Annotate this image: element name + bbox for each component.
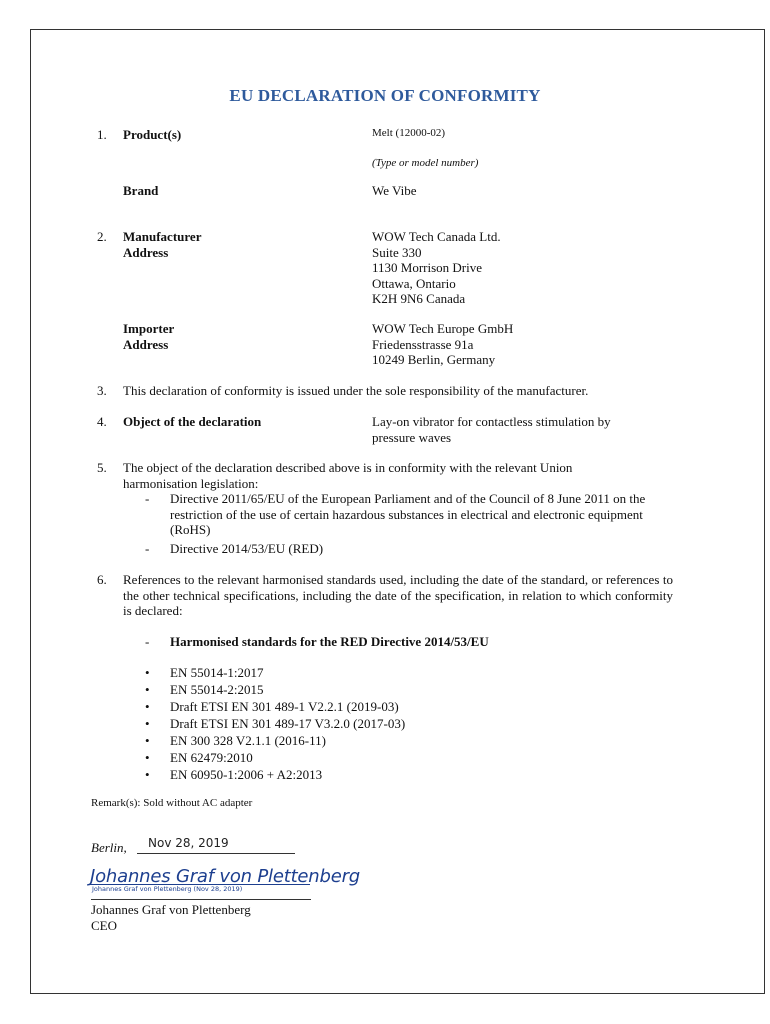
- item-number-4: 4.: [97, 414, 107, 429]
- item-number-3: 3.: [97, 383, 107, 398]
- standard-2: EN 55014-2:2015: [170, 682, 264, 697]
- importer-line-3: 10249 Berlin, Germany: [372, 352, 496, 367]
- manufacturer-line-2: Suite 330: [372, 244, 422, 260]
- signature-image: Johannes Graf von Plettenberg: [90, 866, 361, 887]
- harmonised-dash: -: [145, 634, 150, 649]
- product-label: Product(s): [123, 127, 182, 142]
- date-underline: [137, 853, 295, 854]
- importer-line-1: WOW Tech Europe GmbH: [372, 321, 514, 336]
- directive-2-text: Directive 2014/53/EU (RED): [170, 541, 324, 556]
- standard-bullet-3: •: [145, 699, 150, 714]
- signature-caption: Johannes Graf von Plettenberg (Nov 28, 2019): [92, 885, 243, 893]
- item-number-2: 2.: [97, 229, 107, 244]
- object-line-1: Lay-on vibrator for contactless stimulation by: [372, 414, 611, 429]
- importer-label: Importer: [123, 321, 175, 336]
- product-note: (Type or model number): [372, 157, 479, 169]
- signature-date-field[interactable]: Nov 28, 2019: [148, 836, 229, 850]
- object-label: Object of the declaration: [123, 414, 262, 429]
- directive-1-text: Directive 2011/65/EU of the European Parliament and of the Council of 8 June 2011 on the restriction of the use of certain hazardous substances in electrical and electronic equipment (RoHS): [170, 491, 646, 537]
- standard-bullet-6: •: [145, 750, 150, 765]
- document-title: EU DECLARATION OF CONFORMITY: [229, 86, 541, 105]
- signature-line: [91, 899, 311, 900]
- harmonised-heading: Harmonised standards for the RED Directive 2014/53/EU: [170, 634, 489, 649]
- directive-2-dash: -: [145, 541, 150, 556]
- object-line-2: pressure waves: [372, 429, 452, 445]
- signatory-role: CEO: [91, 917, 117, 933]
- item-6-text: References to the relevant harmonised standards used, including the date of the standard, or references to the other technical specifications, including the date of the specification, in relation to which conformity is declared:: [123, 572, 673, 618]
- importer-address-label: Address: [123, 336, 169, 352]
- manufacturer-address-label: Address: [123, 244, 169, 260]
- directive-1-dash: -: [145, 491, 150, 506]
- standard-6: EN 62479:2010: [170, 750, 253, 765]
- remark: Remark(s): Sold without AC adapter: [91, 797, 253, 809]
- manufacturer-label: Manufacturer: [123, 229, 202, 244]
- importer-line-2: Friedensstrasse 91a: [372, 336, 474, 352]
- standard-1: EN 55014-1:2017: [170, 665, 264, 680]
- standard-bullet-5: •: [145, 733, 150, 748]
- manufacturer-line-3: 1130 Morrison Drive: [372, 260, 483, 275]
- manufacturer-line-5: K2H 9N6 Canada: [372, 291, 466, 306]
- brand-value: We Vibe: [372, 183, 417, 198]
- standard-bullet-7: •: [145, 767, 150, 782]
- standard-4: Draft ETSI EN 301 489-17 V3.2.0 (2017-03): [170, 716, 406, 731]
- item-number-6: 6.: [97, 572, 107, 587]
- product-value: Melt (12000-02): [372, 127, 446, 139]
- manufacturer-line-4: Ottawa, Ontario: [372, 275, 456, 291]
- manufacturer-line-1: WOW Tech Canada Ltd.: [372, 229, 501, 244]
- standard-5: EN 300 328 V2.1.1 (2016-11): [170, 733, 326, 748]
- signatory-name: Johannes Graf von Plettenberg: [91, 902, 251, 917]
- item-number-5: 5.: [97, 460, 107, 475]
- standard-7: EN 60950-1:2006 + A2:2013: [170, 767, 323, 782]
- standard-bullet-4: •: [145, 716, 150, 731]
- item-5-text: The object of the declaration described above is in conformity with the relevant Union harmonisation legislation:: [123, 460, 573, 491]
- standard-bullet-2: •: [145, 682, 150, 697]
- item-number-1: 1.: [97, 127, 107, 142]
- standard-3: Draft ETSI EN 301 489-1 V2.2.1 (2019-03): [170, 699, 399, 714]
- item-3-text: This declaration of conformity is issued under the sole responsibility of the manufacturer.: [123, 383, 589, 398]
- standard-bullet-1: •: [145, 665, 150, 680]
- brand-label: Brand: [123, 183, 159, 198]
- signature-place: Berlin,: [91, 840, 127, 855]
